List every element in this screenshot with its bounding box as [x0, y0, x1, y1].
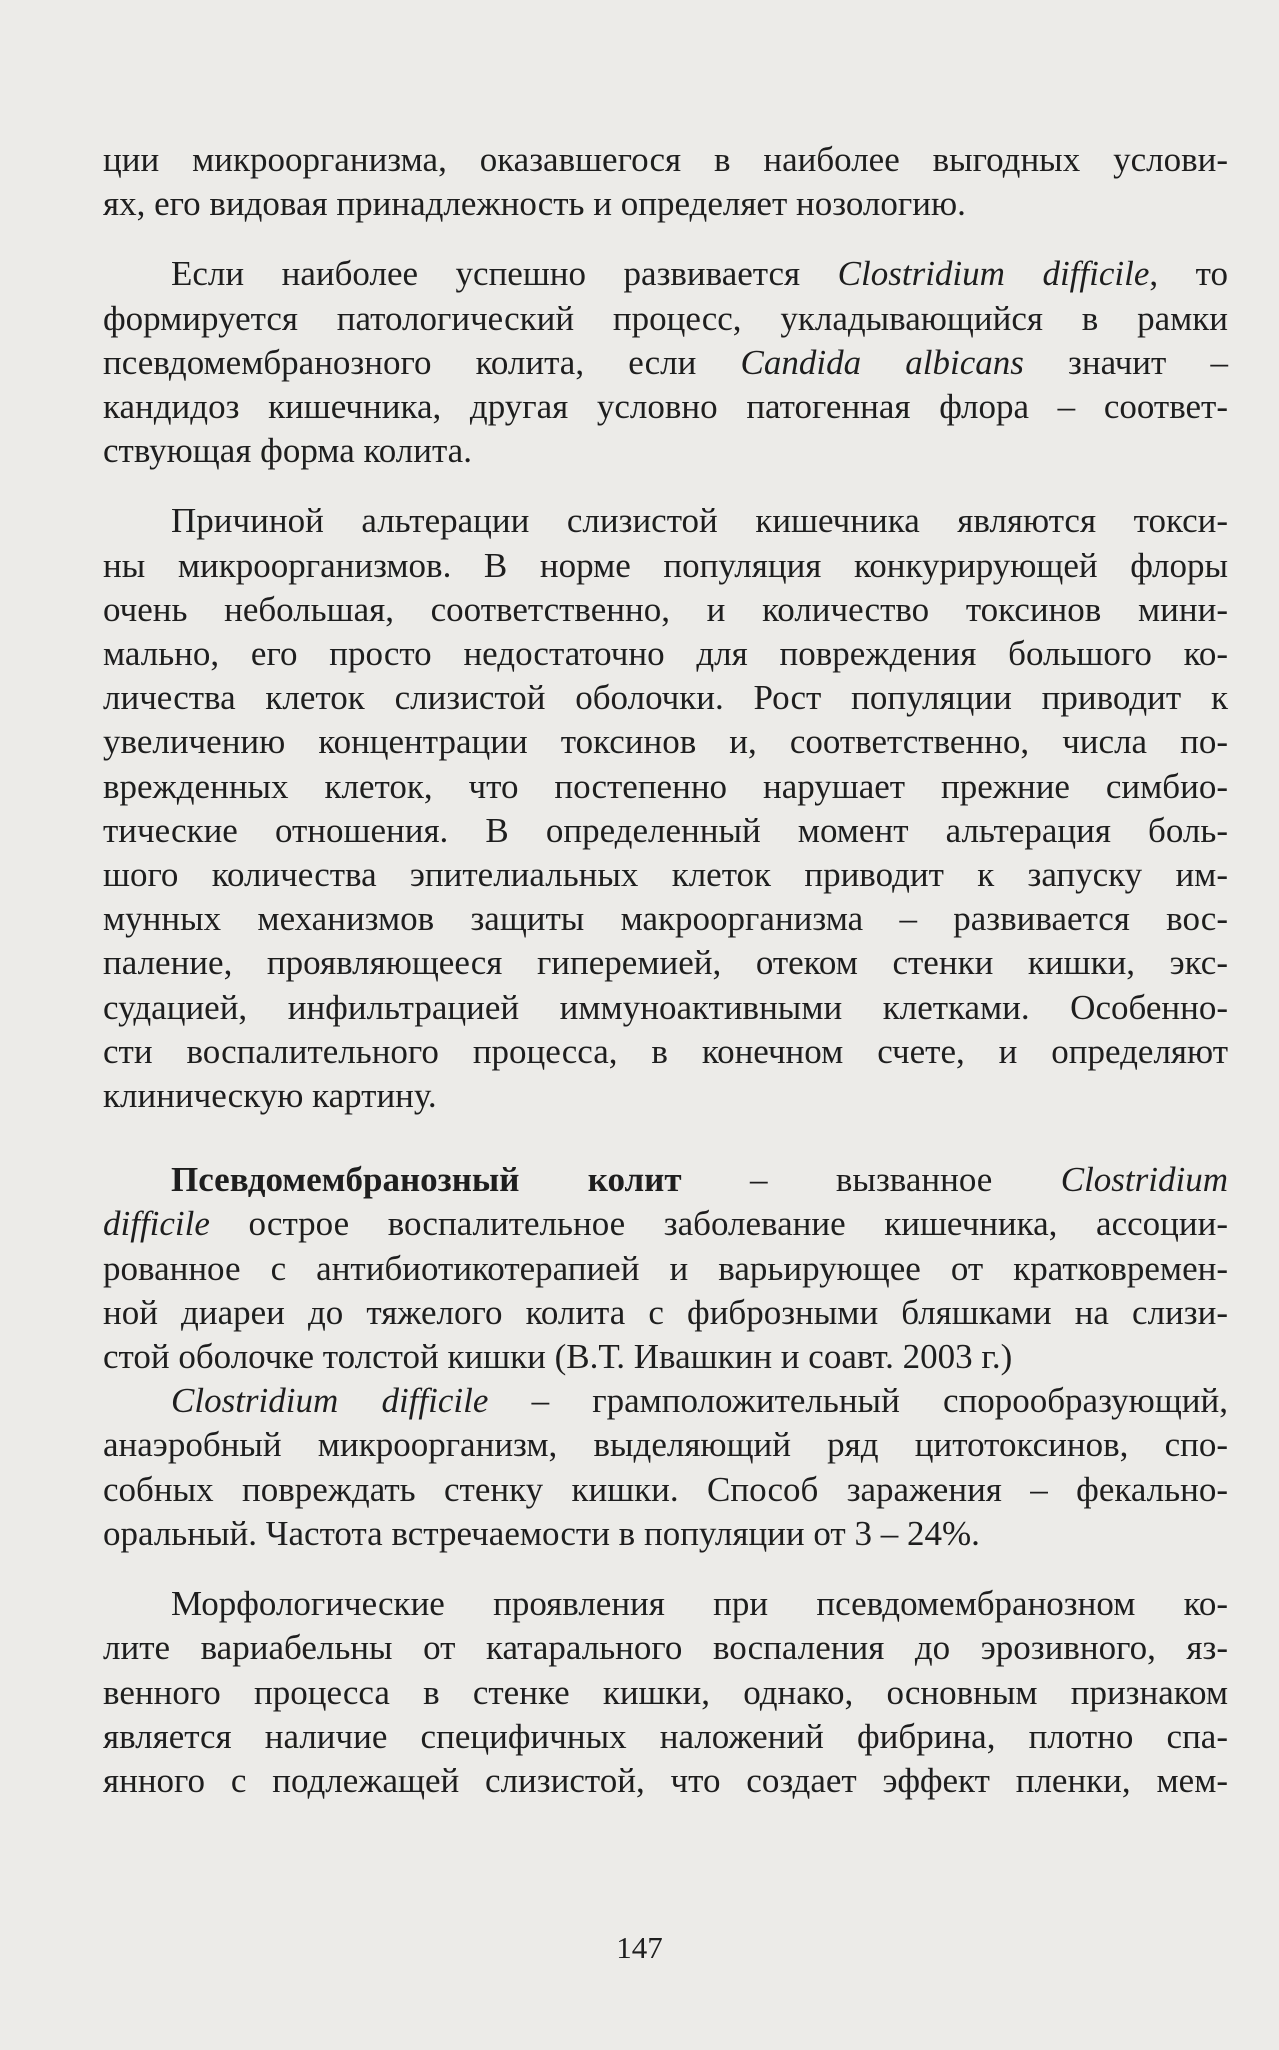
- text-line: [103, 1291, 1228, 1335]
- text-line: [103, 138, 1228, 182]
- paragraph: [103, 252, 1228, 473]
- text-run: псевдомембранозного колита, если: [103, 342, 741, 382]
- text-line: [103, 1247, 1228, 1291]
- text-line: [103, 1030, 1228, 1074]
- italic-term: Clostridium difficile: [837, 254, 1150, 294]
- text-line: [103, 941, 1228, 985]
- text-line: [103, 1759, 1228, 1803]
- text-line: [103, 632, 1228, 676]
- text-line: [103, 544, 1228, 588]
- text-line: [103, 1158, 1228, 1202]
- text-run: увеличению концентрации токсинов и, соответственно, числа по-: [103, 722, 1228, 762]
- body-text: [103, 138, 1228, 1803]
- text-line: [103, 341, 1228, 385]
- text-run: , то: [1149, 254, 1228, 294]
- text-line: [103, 1202, 1228, 1246]
- bold-term: Псевдомембранозный колит: [171, 1160, 682, 1200]
- text-run: венного процесса в стенке кишки, однако, основным признаком: [103, 1672, 1228, 1712]
- text-run: – вызванное: [681, 1160, 1061, 1200]
- text-run: судацией, инфильтрацией иммуноактивными клетками. Особенно-: [103, 987, 1228, 1027]
- italic-term: Candida albicans: [740, 342, 1024, 382]
- text-run: собных повреждать стенку кишки. Способ заражения – фекально-: [103, 1469, 1228, 1509]
- text-line: [103, 986, 1228, 1030]
- text-line: [103, 1626, 1228, 1670]
- text-run: мунных механизмов защиты макроорганизма – развивается вос-: [103, 899, 1228, 939]
- text-line: [103, 588, 1228, 632]
- text-run: – грамположительный спорообразующий,: [488, 1381, 1228, 1421]
- text-run: лите вариабельны от катарального воспаления до эрозивного, яз-: [103, 1628, 1228, 1668]
- paragraph-gap: [103, 473, 1228, 499]
- text-run: Морфологические проявления при псевдомембранозном ко-: [171, 1584, 1228, 1624]
- text-run: стой оболочке толстой кишки (В.Т. Ивашкин и соавт. 2003 г.): [103, 1337, 1013, 1377]
- text-line: [103, 765, 1228, 809]
- paragraph: [103, 499, 1228, 1118]
- text-run: ной диареи до тяжелого колита с фиброзными бляшками на слизи-: [103, 1292, 1228, 1332]
- text-run: Причиной альтерации слизистой кишечника являются токси-: [171, 501, 1228, 541]
- text-line: [103, 809, 1228, 853]
- paragraph: [103, 1582, 1228, 1803]
- text-run: оральный. Частота встречаемости в популяции от 3 – 24%.: [103, 1513, 980, 1553]
- text-line: [103, 385, 1228, 429]
- text-line: [103, 1335, 1228, 1379]
- text-run: очень небольшая, соответственно, и количество токсинов мини-: [103, 589, 1228, 629]
- text-line: [103, 252, 1228, 296]
- text-run: кандидоз кишечника, другая условно патогенная флора – соответ-: [103, 387, 1228, 427]
- text-run: янного с подлежащей слизистой, что создает эффект пленки, мем-: [103, 1760, 1228, 1800]
- italic-term: Clostridium: [1060, 1160, 1228, 1200]
- paragraph: [103, 138, 1228, 226]
- paragraph: [103, 1158, 1228, 1379]
- text-line: [103, 182, 1228, 226]
- text-run: сти воспалительного процесса, в конечном счете, и определяют: [103, 1031, 1228, 1071]
- text-line: [103, 1715, 1228, 1759]
- paragraph: [103, 1379, 1228, 1556]
- text-run: ции микроорганизма, оказавшегося в наиболее выгодных услови-: [103, 140, 1228, 179]
- text-line: [103, 897, 1228, 941]
- text-run: острое воспалительное заболевание кишечника, ассоции-: [209, 1204, 1228, 1244]
- text-run: является наличие специфичных наложений фибрина, плотно спа-: [103, 1716, 1228, 1756]
- text-run: мально, его просто недостаточно для повреждения большого ко-: [103, 634, 1228, 674]
- text-run: Если наиболее успешно развивается: [171, 254, 838, 294]
- paragraph-gap: [103, 226, 1228, 252]
- paragraph-gap: [103, 1556, 1228, 1582]
- text-line: [103, 499, 1228, 543]
- text-line: [103, 720, 1228, 764]
- text-run: ствующая форма колита.: [103, 431, 472, 471]
- text-run: клиническую картину.: [103, 1076, 437, 1116]
- text-line: [103, 1074, 1228, 1118]
- text-run: формируется патологический процесс, укладывающийся в рамки: [103, 298, 1228, 338]
- text-line: [103, 1468, 1228, 1512]
- text-run: ях, его видовая принадлежность и определяет нозологию.: [103, 184, 966, 224]
- text-run: рованное с антибиотикотерапией и варьирующее от кратковремен-: [103, 1248, 1228, 1288]
- text-line: [103, 1379, 1228, 1423]
- text-run: личества клеток слизистой оболочки. Рост популяции приводит к: [103, 678, 1228, 718]
- text-line: [103, 1512, 1228, 1556]
- text-run: врежденных клеток, что постепенно нарушает прежние симбио-: [103, 766, 1228, 806]
- page-number: 147: [616, 1930, 663, 1965]
- text-line: [103, 853, 1228, 897]
- paragraph-gap: [103, 1118, 1228, 1158]
- text-line: [103, 297, 1228, 341]
- italic-term: difficile: [103, 1204, 210, 1244]
- text-line: [103, 1423, 1228, 1467]
- text-line: [103, 429, 1228, 473]
- text-run: тические отношения. В определенный момент альтерация боль-: [103, 810, 1228, 850]
- text-line: [103, 676, 1228, 720]
- text-run: шого количества эпителиальных клеток приводит к запуску им-: [103, 855, 1228, 895]
- text-run: значит –: [1023, 342, 1228, 382]
- text-run: анаэробный микроорганизм, выделяющий ряд цитотоксинов, спо-: [103, 1425, 1228, 1465]
- text-line: [103, 1671, 1228, 1715]
- italic-term: Clostridium difficile: [171, 1381, 489, 1421]
- text-run: паление, проявляющееся гиперемией, отеком стенки кишки, экс-: [103, 943, 1228, 983]
- text-run: ны микроорганизмов. В норме популяция конкурирующей флоры: [103, 545, 1228, 585]
- text-line: [103, 1582, 1228, 1626]
